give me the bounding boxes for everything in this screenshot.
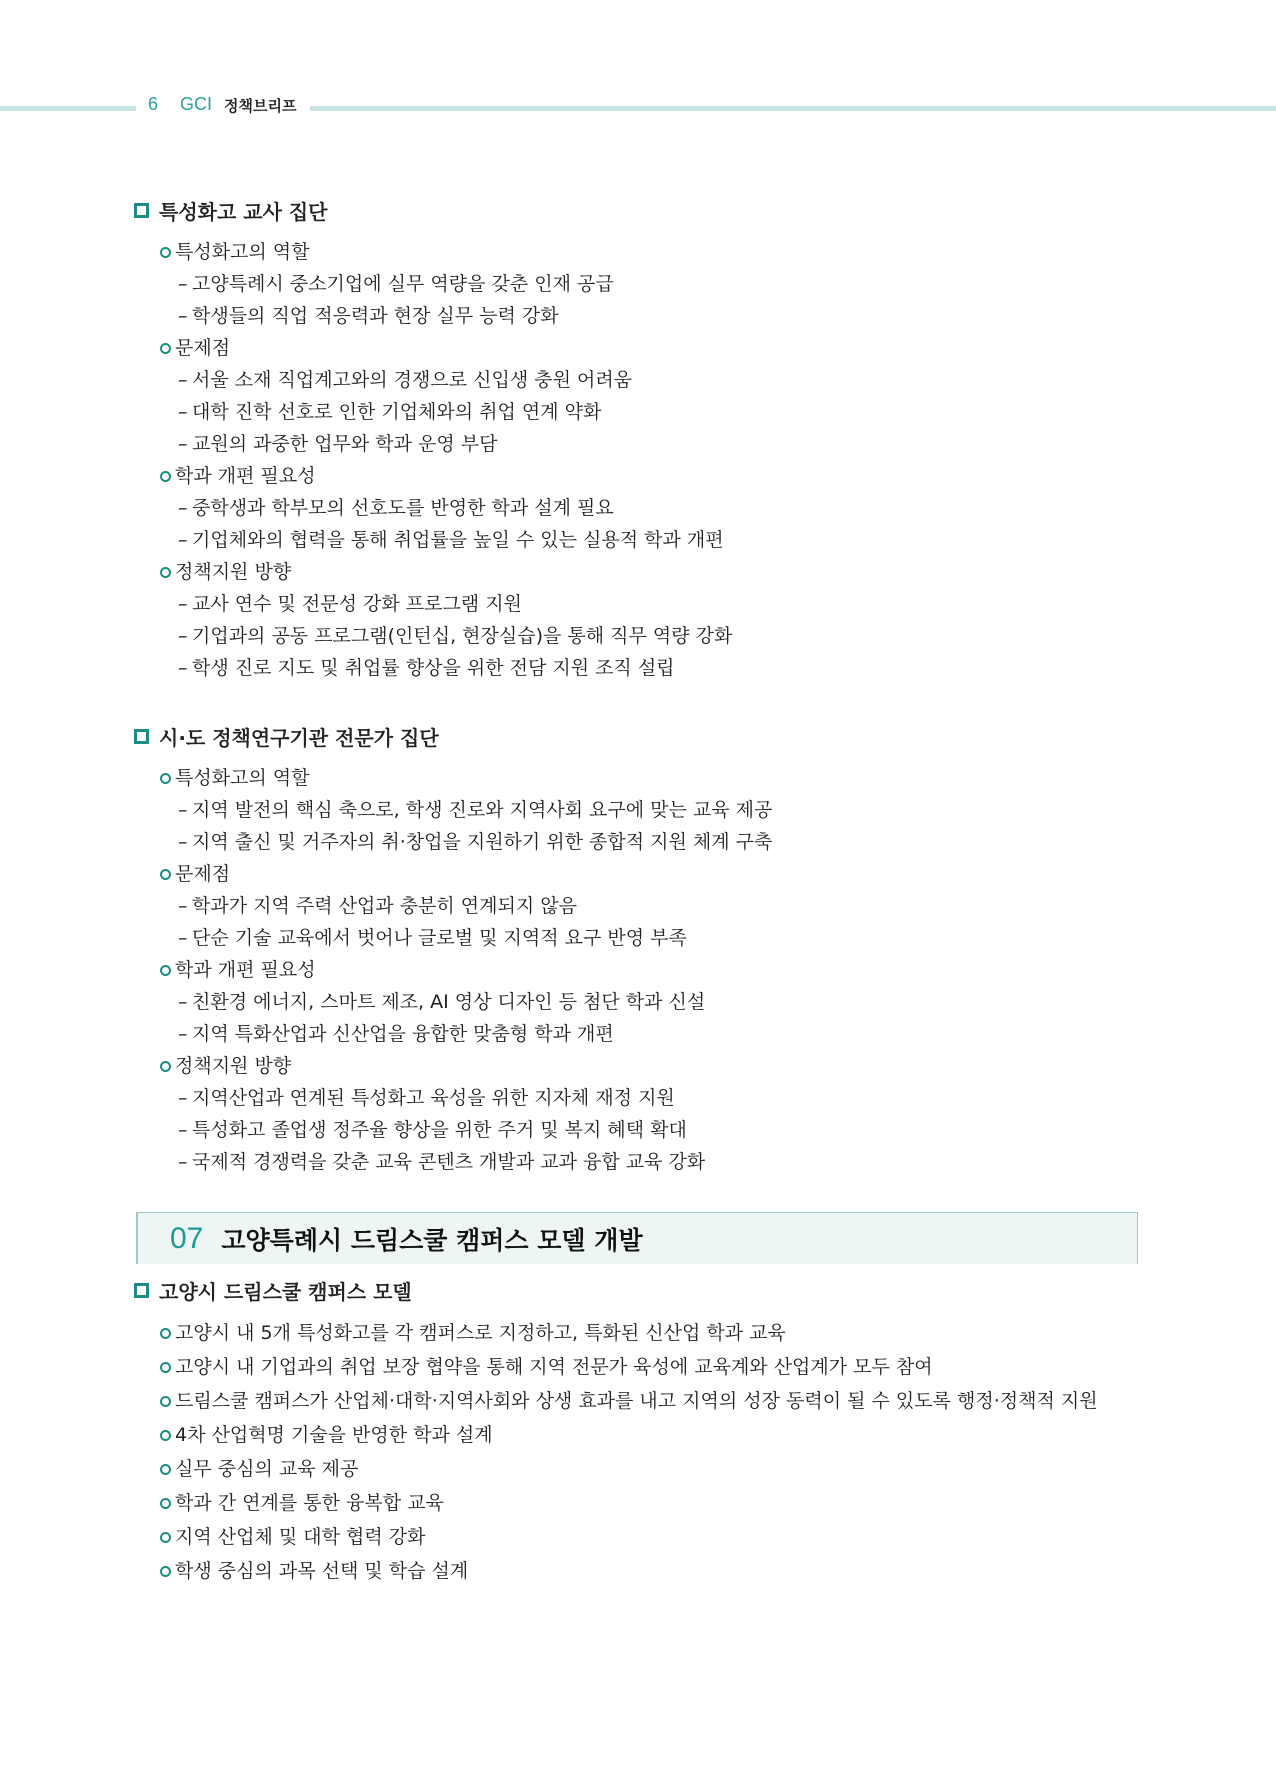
- list-item: – 대학 진학 선호로 인한 기업체와의 취업 연계 약화: [178, 401, 602, 423]
- brand-name: GCI: [180, 94, 213, 114]
- model-section: [134, 1274, 1234, 1588]
- chapter-number: 07: [170, 1221, 204, 1255]
- section-teacher-group: [134, 194, 1144, 684]
- group-heading: 특성화고의 역할: [134, 236, 1144, 268]
- section-title-text: 특성화고 교사 집단: [159, 199, 328, 224]
- publication-subtitle: 정책브리프: [224, 97, 297, 115]
- header-rule-right: [310, 106, 1276, 111]
- list-item: – 중학생과 학부모의 선호도를 반영한 학과 설계 필요: [178, 497, 614, 519]
- list-item: – 단순 기술 교육에서 벗어나 글로벌 및 지역적 요구 반영 부족: [178, 927, 687, 949]
- list-item: – 지역산업과 연계된 특성화고 육성을 위한 지자체 재정 지원: [178, 1087, 675, 1109]
- circle-bullet-icon: [160, 1464, 171, 1475]
- circle-bullet-icon: [160, 773, 171, 784]
- square-bullet-icon: [134, 729, 149, 744]
- list-item: – 학생들의 직업 적응력과 현장 실무 능력 강화: [178, 305, 559, 327]
- group-heading: 문제점: [134, 858, 1144, 890]
- section-title: [134, 720, 1144, 752]
- list-item: – 지역 발전의 핵심 축으로, 학생 진로와 지역사회 요구에 맞는 교육 제공: [178, 799, 773, 821]
- list-item: – 기업체와의 협력을 통해 취업률을 높일 수 있는 실용적 학과 개편: [178, 529, 724, 551]
- list-item: 고양시 내 5개 특성화고를 각 캠퍼스로 지정하고, 특화된 신산업 학과 교육: [134, 1316, 1234, 1350]
- chapter-heading: [136, 1212, 1138, 1264]
- header-rule-left: [0, 106, 136, 111]
- circle-bullet-icon: [160, 1061, 171, 1072]
- list-item: – 교원의 과중한 업무와 학과 운영 부담: [178, 433, 498, 455]
- list-item: 드림스쿨 캠퍼스가 산업체·대학·지역사회와 상생 효과를 내고 지역의 성장 동력이 될 수 있도록 행정·정책적 지원: [134, 1384, 1234, 1418]
- list-item: 지역 산업체 및 대학 협력 강화: [134, 1520, 1234, 1554]
- circle-bullet-icon: [160, 1498, 171, 1509]
- circle-bullet-icon: [160, 869, 171, 880]
- group-heading: 학과 개편 필요성: [134, 460, 1144, 492]
- list-item: 고양시 내 기업과의 취업 보장 협약을 통해 지역 전문가 육성에 교육계와 산업계가 모두 참여: [134, 1350, 1234, 1384]
- circle-bullet-icon: [160, 1362, 171, 1373]
- list-item: – 고양특례시 중소기업에 실무 역량을 갖춘 인재 공급: [178, 273, 614, 295]
- list-item: – 기업과의 공동 프로그램(인턴십, 현장실습)을 통해 직무 역량 강화: [178, 625, 733, 647]
- section-title-text: 시·도 정책연구기관 전문가 집단: [159, 725, 439, 750]
- list-item: – 학생 진로 지도 및 취업률 향상을 위한 전담 지원 조직 설립: [178, 657, 675, 679]
- list-item: 학과 간 연계를 통한 융복합 교육: [134, 1486, 1234, 1520]
- list-item: – 교사 연수 및 전문성 강화 프로그램 지원: [178, 593, 522, 615]
- section-list: [134, 194, 1144, 1214]
- list-item: – 학과가 지역 주력 산업과 충분히 연계되지 않음: [178, 895, 577, 917]
- circle-bullet-icon: [160, 247, 171, 258]
- page-header: [0, 94, 1276, 122]
- section-title: [134, 1274, 1234, 1306]
- circle-bullet-icon: [160, 1396, 171, 1407]
- circle-bullet-icon: [160, 1566, 171, 1577]
- square-bullet-icon: [134, 1283, 149, 1298]
- circle-bullet-icon: [160, 965, 171, 976]
- list-item: – 국제적 경쟁력을 갖춘 교육 콘텐츠 개발과 교과 융합 교육 강화: [178, 1151, 706, 1173]
- circle-bullet-icon: [160, 1430, 171, 1441]
- list-item: – 친환경 에너지, 스마트 제조, AI 영상 디자인 등 첨단 학과 신설: [178, 991, 706, 1013]
- chapter-title: 고양특례시 드림스쿨 캠퍼스 모델 개발: [221, 1225, 643, 1255]
- list-item: 4차 산업혁명 기술을 반영한 학과 설계: [134, 1418, 1234, 1452]
- square-bullet-icon: [134, 203, 149, 218]
- section-expert-group: [134, 720, 1144, 1178]
- list-item: – 특성화고 졸업생 정주율 향상을 위한 주거 및 복지 혜택 확대: [178, 1119, 687, 1141]
- circle-bullet-icon: [160, 1328, 171, 1339]
- section-title: [134, 194, 1144, 226]
- group-heading: 학과 개편 필요성: [134, 954, 1144, 986]
- group-heading: 문제점: [134, 332, 1144, 364]
- list-item: – 지역 출신 및 거주자의 취·창업을 지원하기 위한 종합적 지원 체계 구축: [178, 831, 773, 853]
- group-heading: 특성화고의 역할: [134, 762, 1144, 794]
- circle-bullet-icon: [160, 471, 171, 482]
- list-item: 실무 중심의 교육 제공: [134, 1452, 1234, 1486]
- list-item: – 서울 소재 직업계고와의 경쟁으로 신입생 충원 어려움: [178, 369, 633, 391]
- list-item: 학생 중심의 과목 선택 및 학습 설계: [134, 1554, 1234, 1588]
- circle-bullet-icon: [160, 567, 171, 578]
- group-heading: 정책지원 방향: [134, 556, 1144, 588]
- list-item: – 지역 특화산업과 신산업을 융합한 맞춤형 학과 개편: [178, 1023, 614, 1045]
- page-number: 6: [148, 94, 159, 114]
- group-heading: 정책지원 방향: [134, 1050, 1144, 1082]
- section-title-text: 고양시 드림스쿨 캠퍼스 모델: [159, 1279, 412, 1304]
- circle-bullet-icon: [160, 1532, 171, 1543]
- circle-bullet-icon: [160, 343, 171, 354]
